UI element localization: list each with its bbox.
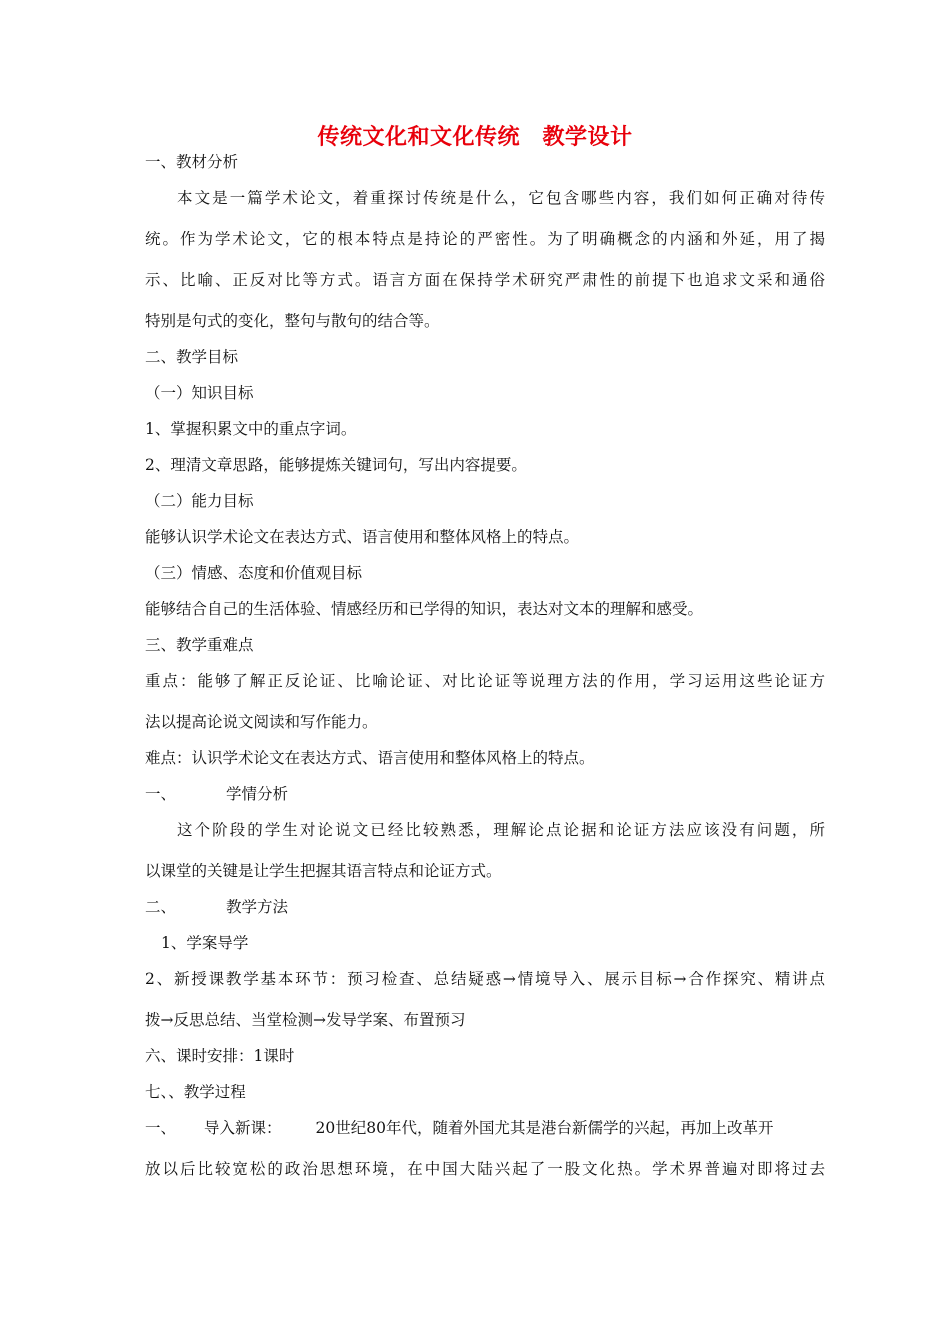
document-title: 传统文化和文化传统 教学设计: [317, 124, 633, 150]
paragraph-line: 法以提高论说文阅读和写作能力。: [145, 713, 378, 731]
list-item: 2、理清文章思路，能够提炼关键词句，写出内容提要。: [145, 456, 527, 474]
section-label: 学情分析: [226, 785, 289, 803]
subheading-knowledge-goals: （一）知识目标: [145, 384, 254, 402]
paragraph-line-intro: [145, 1118, 825, 1138]
paragraph-line: 特别是句式的变化，整句与散句的结合等。: [145, 312, 440, 330]
paragraph-line: 统。作为学术论文，它的根本特点是持论的严密性。为了明确概念的内涵和外延，用了揭: [145, 230, 825, 248]
section-heading-teaching-method: [145, 897, 825, 917]
paragraph-line: 能够认识学术论文在表达方式、语言使用和整体风格上的特点。: [145, 528, 580, 546]
section-heading-teaching-process: 七、、教学过程: [145, 1083, 246, 1101]
paragraph-line: 能够结合自己的生活体验、情感经历和已学得的知识，表达对文本的理解和感受。: [145, 600, 704, 618]
paragraph-line: 拨→反思总结、当堂检测→发导学案、布置预习: [145, 1011, 466, 1029]
paragraph-line: 放以后比较宽松的政治思想环境，在中国大陆兴起了一股文化热。学术界普遍对即将过去: [145, 1160, 825, 1178]
list-item: 1、学案导学: [161, 934, 249, 952]
section-heading-teaching-goals: 二、教学目标: [145, 348, 239, 366]
section-number: 二、: [145, 898, 177, 916]
paragraph-line: 以课堂的关键是让学生把握其语言特点和论证方式。: [145, 862, 502, 880]
section-number: 一、: [145, 785, 177, 803]
paragraph-line: 示、比喻、正反对比等方式。语言方面在保持学术研究严肃性的前提下也追求文采和通俗: [145, 271, 825, 289]
section-number: 一、: [145, 1119, 177, 1137]
paragraph-line: 本文是一篇学术论文，着重探讨传统是什么，它包含哪些内容，我们如何正确对待传: [177, 189, 825, 207]
paragraph-line: 难点：认识学术论文在表达方式、语言使用和整体风格上的特点。: [145, 749, 595, 767]
subheading-emotion-goals: （三）情感、态度和价值观目标: [145, 564, 363, 582]
subheading-ability-goals: （二）能力目标: [145, 492, 254, 510]
section-label: 教学方法: [226, 898, 289, 916]
paragraph-line: 这个阶段的学生对论说文已经比较熟悉，理解论点论据和论证方法应该没有问题，所: [177, 821, 825, 839]
section-heading-key-points: 三、教学重难点: [145, 636, 254, 654]
list-item: 2、新授课教学基本环节：预习检查、总结疑惑→情境导入、展示目标→合作探究、精讲点: [145, 970, 825, 988]
section-heading-student-analysis: [145, 784, 825, 804]
paragraph-line: 重点：能够了解正反论证、比喻论证、对比论证等说理方法的作用，学习运用这些论证方: [145, 672, 825, 690]
section-heading-textbook-analysis: 一、教材分析: [145, 153, 239, 171]
list-item: 1、掌握积累文中的重点字词。: [145, 420, 357, 438]
intro-text: 20世纪80年代，随着外国尤其是港台新儒学的兴起，再加上改革开: [315, 1119, 774, 1137]
section-heading-class-hours: 六、课时安排：1课时: [145, 1047, 295, 1065]
intro-label: 导入新课：: [204, 1119, 282, 1137]
